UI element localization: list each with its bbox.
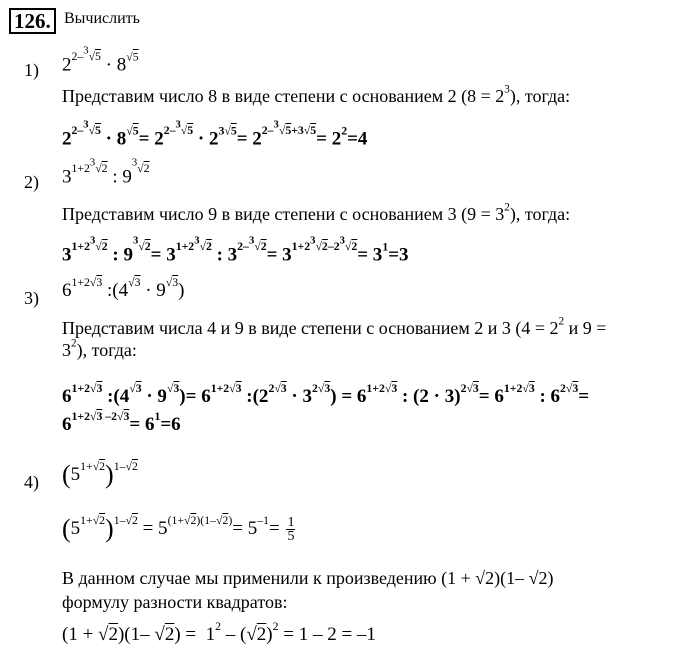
part-4-difference-of-squares: (1 + √2)(1– $√2) = 1^2 - (√2)^2 = 1 - 2 = -1$	[62, 620, 376, 645]
part-3-explanation-line-2: $3^2$), тогда:	[62, 337, 137, 360]
problem-number: 126.	[9, 8, 56, 34]
part-1-solution: $2^{2-^3√5} \cdot 8^{√5}= 2^{2-^3√5} \cdot 2^{3√5}= 2^{2-^3√5+3√5}= 2^2=4$	[62, 120, 368, 150]
part-4-solution: $(5^{1+√2})^{1-√2} = 5^{(1+√2)(1-√2)}= 5^{-1}=$ $\frac{1}{5}$	[62, 514, 295, 545]
problem-title: Вычислить	[64, 10, 140, 27]
part-2-expression: $3^{1+2^3√2}$ : $9^{^3√2}$	[62, 158, 150, 188]
part-4-explanation-line-2: формулу разности квадратов:	[62, 592, 288, 612]
one-fifth-fraction: $\frac{1}{5}$	[287, 515, 295, 545]
part-4-expression: $(5^{1+√2})^{1-√2}$	[62, 460, 138, 489]
part-3-explanation-line-1: Представим числа 4 и 9 в виде степени с основанием 2 и 3 ($4 = 2^2$ и 9 =	[62, 315, 607, 338]
part-1-expression: $2^{2-^3√5} \cdot 8^{√5}$	[62, 46, 139, 76]
part-4-explanation-line-1: В данном случае мы применили к произведению (1 + √2)(1– √2)	[62, 568, 554, 588]
part-3-solution-line-2: $6^{1+2√3 -2√3}= 6^1=6$	[62, 410, 181, 435]
part-1-explanation: Представим число 8 в виде степени с основанием 2 $(8 = 2^3)$, тогда:	[62, 83, 571, 106]
part-3-label: 3)	[24, 288, 39, 308]
part-2-label: 2)	[24, 172, 39, 192]
part-2-solution: $3^{1+2^3√2}$ : $9^{^3√2}= 3^{1+2^3√2}$ : $3^{2-^3√2}= 3^{1+2^3√2-2^3√2}= 3^1=3$	[62, 236, 409, 266]
part-2-explanation: Представим число 9 в виде степени с основанием 3 $(9 = 3^2)$, тогда:	[62, 201, 571, 224]
part-1-label: 1)	[24, 60, 39, 80]
part-3-expression: $6^{1+2√3}$ $:(4^{√3} \cdot 9^{√3})$	[62, 276, 185, 301]
part-4-label: 4)	[24, 472, 39, 492]
part-3-solution-line-1: $6^{1+2√3}$ $:(4^{√3} \cdot 9^{√3})= 6^{1+2√3}$ $:(2^{2√3} \cdot 3^{2√3}) = 6^{1+2√3}$ : $(2 \cdot 3)^{2√3}= 6^{1+2√3}$ : $6^{2√3}=$	[62, 382, 590, 407]
